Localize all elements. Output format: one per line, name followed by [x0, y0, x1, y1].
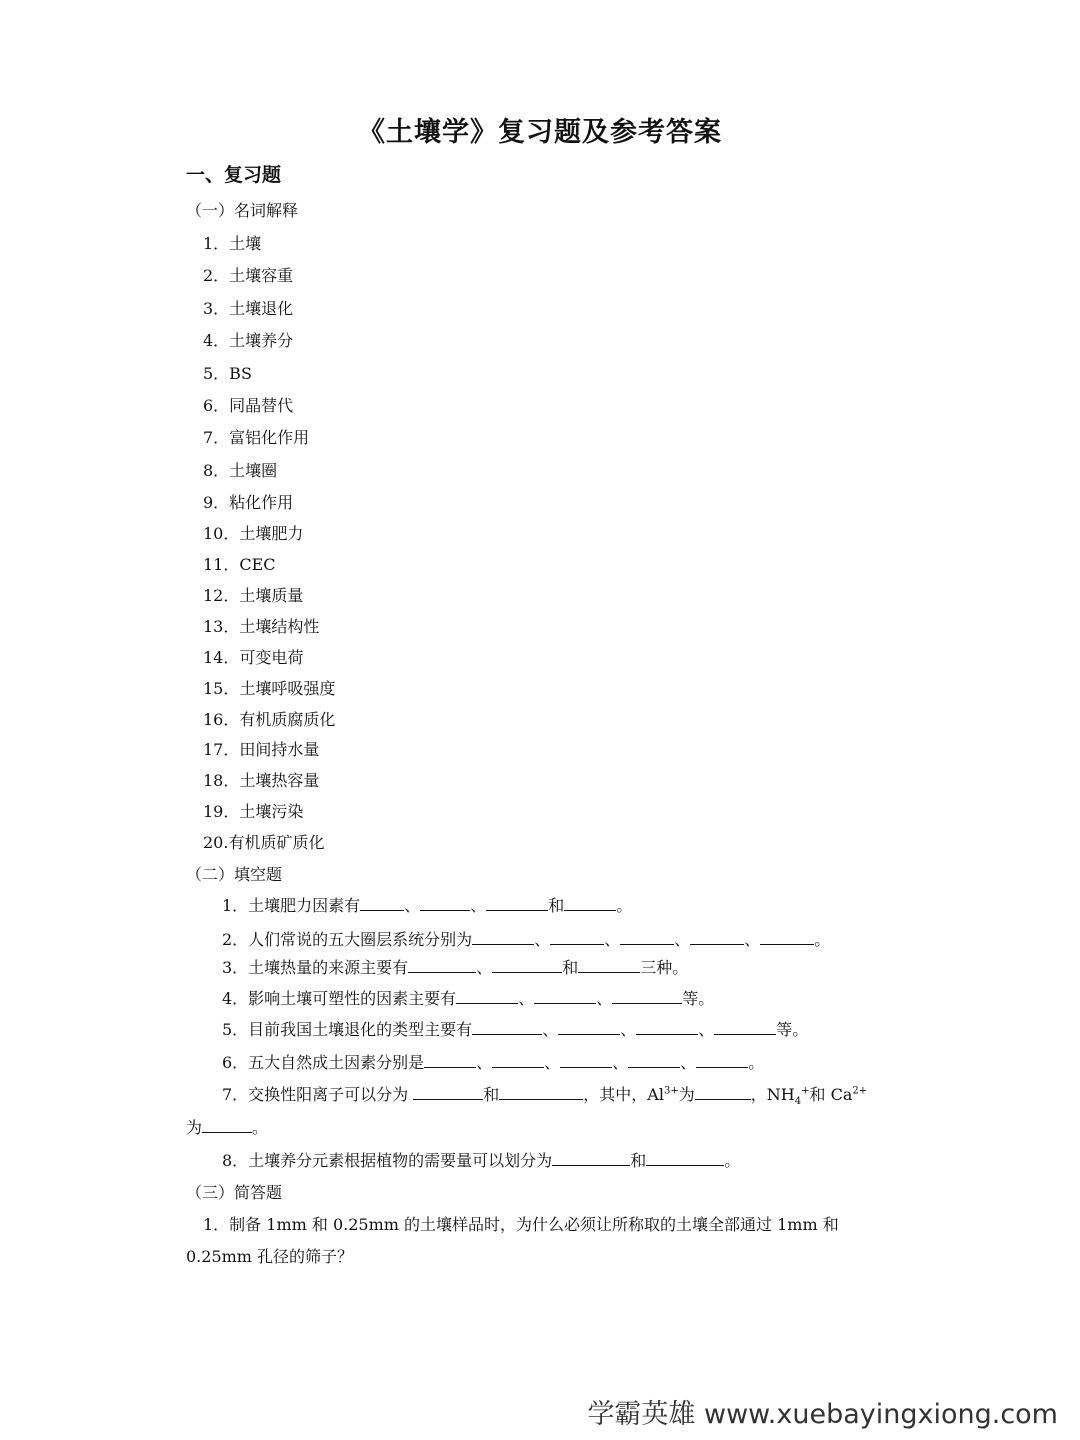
superscript: 2+ [852, 1085, 868, 1097]
separator: 、 [542, 1020, 559, 1039]
answer-blank[interactable] [646, 1151, 724, 1166]
separator: 和 [562, 958, 579, 977]
answer-blank[interactable] [552, 1151, 630, 1166]
separator: 和 [548, 896, 565, 915]
answer-blank[interactable] [420, 896, 470, 911]
answer-blank[interactable] [558, 1020, 620, 1035]
separator: 、 [698, 1020, 715, 1039]
separator: 和 [483, 1085, 500, 1104]
answer-blank[interactable] [492, 958, 562, 973]
answer-blank[interactable] [550, 930, 604, 945]
separator: 、 [404, 896, 421, 915]
fill-question-5 [222, 1017, 808, 1040]
term-item: 2．土壤容重 [203, 266, 294, 285]
terminator: 等。 [682, 989, 715, 1008]
term-item: 17．田间持水量 [203, 740, 320, 759]
term-item: 4．土壤养分 [203, 331, 294, 350]
fill-question-7-continuation [186, 1115, 268, 1138]
answer-blank[interactable] [408, 958, 476, 973]
term-item: 1．土壤 [203, 234, 262, 253]
answer-blank[interactable] [202, 1118, 252, 1133]
separator: 、 [604, 930, 621, 949]
terminator: 。 [616, 896, 633, 915]
separator: 和 [630, 1151, 647, 1170]
separator: 、 [612, 1053, 629, 1072]
question-text: 6．五大自然成土因素分别是 [222, 1053, 425, 1072]
fill-question-6 [222, 1050, 764, 1073]
watermark: 学霸英雄 www.xuebayingxiong.com [587, 1399, 1058, 1430]
terminator: 。 [814, 930, 831, 949]
answer-blank[interactable] [696, 1053, 748, 1068]
fill-question-1 [222, 893, 632, 916]
answer-blank[interactable] [472, 930, 534, 945]
answer-blank[interactable] [560, 1053, 612, 1068]
separator: 和 Ca [809, 1085, 853, 1104]
answer-blank[interactable] [620, 930, 674, 945]
term-item: 6．同晶替代 [203, 396, 294, 415]
answer-blank[interactable] [360, 896, 404, 911]
answer-blank[interactable] [636, 1020, 698, 1035]
part-heading-fill-in: （二）填空题 [186, 865, 283, 884]
part-heading-short-answer: （三）简答题 [186, 1183, 283, 1202]
superscript: + [801, 1085, 810, 1097]
question-text: 4．影响土壤可塑性的因素主要有 [222, 989, 457, 1008]
fill-question-7 [222, 1082, 868, 1108]
separator: 、 [534, 930, 551, 949]
answer-blank[interactable] [413, 1085, 483, 1100]
separator: ，其中，Al [583, 1085, 664, 1104]
terminator: 。 [252, 1118, 269, 1137]
term-item: 14．可变电荷 [203, 648, 304, 667]
question-text: 为 [186, 1118, 203, 1137]
separator: 、 [680, 1053, 697, 1072]
term-item: 7．富铝化作用 [203, 428, 310, 447]
answer-blank[interactable] [424, 1053, 476, 1068]
section-heading-review: 一、复习题 [186, 164, 282, 186]
fill-question-2 [222, 927, 830, 950]
answer-blank[interactable] [534, 989, 596, 1004]
question-text: 8．土壤养分元素根据植物的需要量可以划分为 [222, 1151, 553, 1170]
separator: 、 [674, 930, 691, 949]
separator: 、 [518, 989, 535, 1008]
separator: ，NH [750, 1085, 795, 1104]
fill-question-4 [222, 986, 714, 1009]
terminator: 。 [748, 1053, 765, 1072]
terminator: 等。 [776, 1020, 809, 1039]
term-item: 20.有机质矿质化 [203, 833, 325, 852]
answer-blank[interactable] [760, 930, 814, 945]
superscript: 3+ [663, 1085, 679, 1097]
term-item: 8．土壤圈 [203, 461, 278, 480]
separator: 、 [544, 1053, 561, 1072]
term-item: 9．粘化作用 [203, 493, 294, 512]
part-heading-definitions: （一）名词解释 [186, 201, 299, 220]
short-answer-question-1-continuation: 0.25mm 孔径的筛子？ [186, 1247, 354, 1266]
term-item: 5．BS [203, 364, 252, 383]
term-item: 19．土壤污染 [203, 802, 304, 821]
answer-blank[interactable] [486, 896, 548, 911]
answer-blank[interactable] [564, 896, 616, 911]
term-item: 18．土壤热容量 [203, 771, 320, 790]
separator: 、 [476, 958, 493, 977]
terminator: 。 [724, 1151, 741, 1170]
document-title: 《土壤学》复习题及参考答案 [358, 117, 722, 148]
separator: 、 [470, 896, 487, 915]
answer-blank[interactable] [695, 1085, 751, 1100]
answer-blank[interactable] [499, 1085, 583, 1100]
term-item: 16．有机质腐质化 [203, 710, 336, 729]
term-item: 3．土壤退化 [203, 299, 294, 318]
separator: 、 [620, 1020, 637, 1039]
question-text: 2．人们常说的五大圈层系统分别为 [222, 930, 473, 949]
separator: 为 [678, 1085, 695, 1104]
answer-blank[interactable] [456, 989, 518, 1004]
terminator: 三种。 [640, 958, 689, 977]
answer-blank[interactable] [492, 1053, 544, 1068]
question-text: 3．土壤热量的来源主要有 [222, 958, 409, 977]
fill-question-3 [222, 955, 688, 978]
term-item: 11．CEC [203, 555, 276, 574]
question-text: 7．交换性阳离子可以分为 [222, 1085, 414, 1104]
short-answer-question-1: 1．制备 1mm 和 0.25mm 的土壤样品时，为什么必须让所称取的土壤全部通过 1mm 和 [203, 1215, 839, 1234]
term-item: 15．土壤呼吸强度 [203, 679, 336, 698]
answer-blank[interactable] [578, 958, 640, 973]
separator: 、 [476, 1053, 493, 1072]
fill-question-8 [222, 1148, 740, 1171]
term-item: 13．土壤结构性 [203, 617, 320, 636]
answer-blank[interactable] [628, 1053, 680, 1068]
answer-blank[interactable] [690, 930, 744, 945]
question-text: 5．目前我国土壤退化的类型主要有 [222, 1020, 473, 1039]
answer-blank[interactable] [714, 1020, 776, 1035]
subscript: 4 [794, 1096, 802, 1108]
separator: 、 [596, 989, 613, 1008]
term-item: 10．土壤肥力 [203, 524, 304, 543]
separator: 、 [744, 930, 761, 949]
term-item: 12．土壤质量 [203, 586, 304, 605]
answer-blank[interactable] [472, 1020, 542, 1035]
question-text: 1．土壤肥力因素有 [222, 896, 361, 915]
answer-blank[interactable] [612, 989, 682, 1004]
